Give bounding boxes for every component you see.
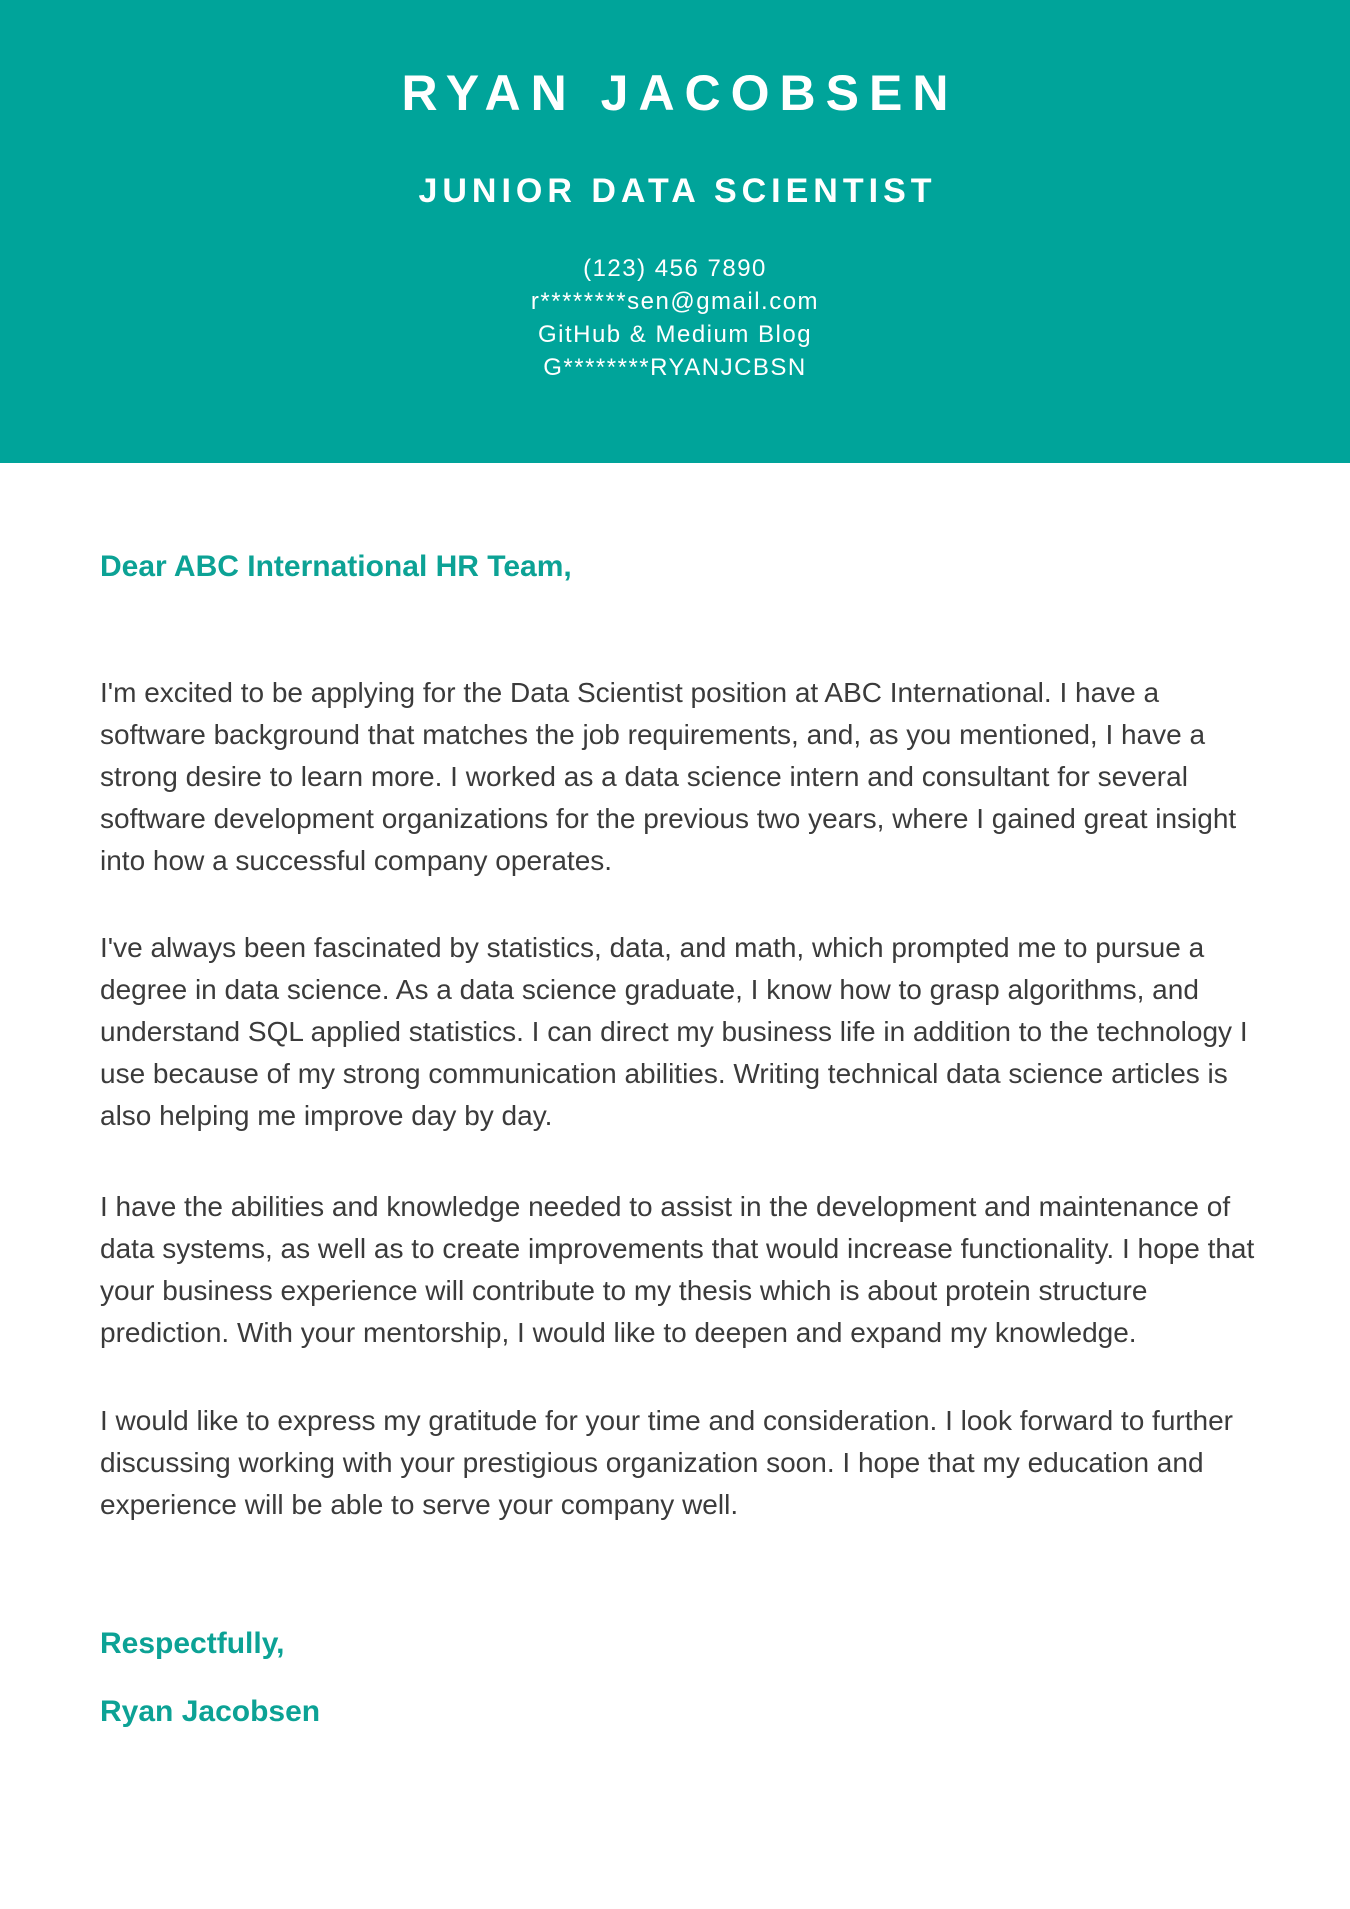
signature-name: Ryan Jacobsen <box>100 1695 321 1728</box>
paragraph-3: I have the abilities and knowledge needed to assist in the development and maintenance of data systems, as well as to create improvements that would increase functionality. I hope that your business experience will contribute to my thesis which is about protein structure prediction. With your mentorship, I would like to deepen and expand my knowledge. <box>100 1191 1255 1348</box>
paragraph-1: I'm excited to be applying for the Data Scientist position at ABC International. I have a software background that matches the job requirements, and, as you mentioned, I have a strong desire to learn more. I worked as a data science intern and consultant for several software development organizations for the previous two years, where I gained great insight into how a successful company operates. <box>100 677 1237 876</box>
contact-phone: (123) 456 7890 <box>583 255 767 282</box>
paragraph-2: I've always been fascinated by statistics, data, and math, which prompted me to pursue a degree in data science. As a data science graduate, I know how to grasp algorithms, and understand SQL applied statistics. I can direct my business life in addition to the technology I use because of my strong communication abilities. Writing technical data science articles is also helping me improve day by day. <box>100 932 1248 1131</box>
candidate-name: RYAN JACOBSEN <box>401 65 959 121</box>
closing: Respectfully, <box>100 1627 285 1660</box>
contact-github-handle: G********RYANJCBSN <box>543 354 807 381</box>
contact-links: GitHub & Medium Blog <box>537 321 813 348</box>
contact-block <box>0 252 1350 384</box>
candidate-title: JUNIOR DATA SCIENTIST <box>418 172 937 210</box>
letter-body <box>0 549 1350 1730</box>
paragraph-4: I would like to express my gratitude for your time and consideration. I look forward to further discussing working with your prestigious organization soon. I hope that my education and experience will be able to serve your company well. <box>100 1405 1233 1520</box>
contact-email: r********sen@gmail.com <box>530 288 820 315</box>
letter-header <box>0 0 1350 463</box>
greeting: Dear ABC International HR Team, <box>100 550 572 583</box>
